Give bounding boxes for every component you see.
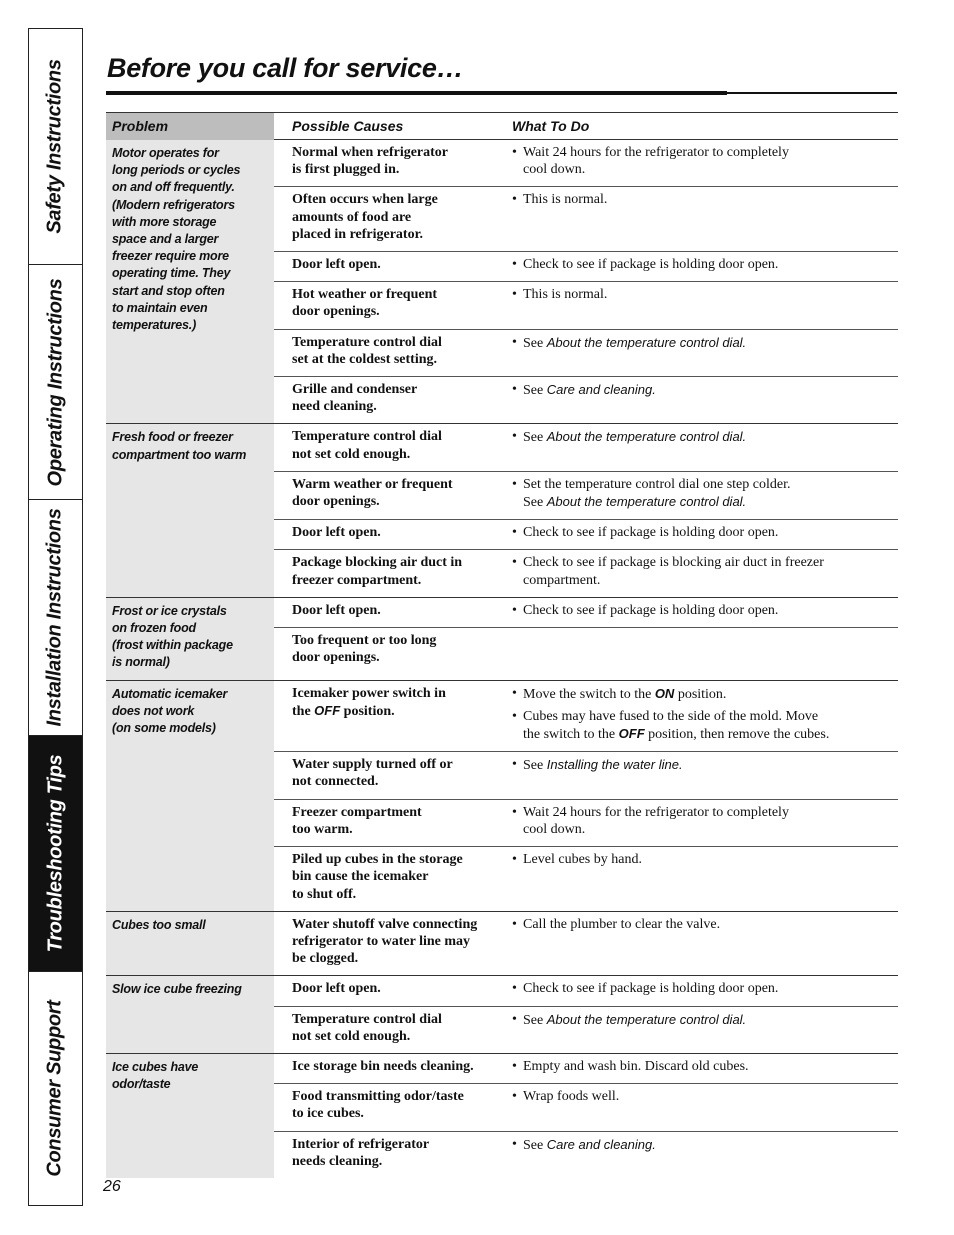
tab-label: Safety Instructions [44, 59, 66, 234]
section-reference[interactable]: About the temperature control dial. [546, 334, 747, 350]
bullet-item [512, 381, 894, 399]
bullet-text [523, 191, 607, 208]
text-line: Icemaker power switch in [292, 685, 446, 701]
bullet-icon: • [512, 981, 517, 997]
header-row [274, 112, 898, 140]
text-line: Door left open. [292, 981, 381, 997]
text-line: Check to see if package is holding door open. [523, 525, 779, 541]
bullet-item [512, 708, 894, 743]
bullet-item [512, 756, 894, 774]
what-to-do [503, 598, 898, 627]
what-to-do [503, 424, 898, 470]
bullet-text [523, 524, 778, 541]
bullet-text [523, 1136, 656, 1154]
text-line: the switch to the [523, 727, 619, 743]
bullet-icon: • [512, 916, 517, 932]
bullet-icon: • [512, 1011, 517, 1027]
text-line: See [523, 1137, 547, 1153]
text-line: Cubes may have fused to the side of the mold. Move [523, 708, 819, 724]
text-line: Cubes too small [112, 917, 206, 932]
possible-cause [274, 252, 503, 281]
possible-cause [274, 520, 503, 549]
what-to-do [503, 1084, 898, 1130]
text-line: on frozen food [112, 621, 196, 636]
table-row [274, 1131, 898, 1178]
text-line: operating time. They [112, 266, 231, 281]
bullet-icon: • [512, 145, 517, 160]
text-line: Set the temperature control dial one step colder. [523, 476, 791, 492]
text-line: See [523, 335, 547, 351]
table-row [274, 281, 898, 328]
text-line: Piled up cubes in the storage [292, 852, 463, 868]
text-line: freezer require more [112, 249, 229, 264]
problem-cell [106, 597, 274, 680]
text-line: door openings. [292, 650, 380, 666]
text-line: set at the coldest setting. [292, 351, 438, 367]
table-row [274, 549, 898, 596]
page-number: 26 [103, 1178, 121, 1195]
problem-group [274, 975, 898, 1053]
title-rule-thin [727, 92, 897, 94]
troubleshooting-table [106, 112, 898, 1178]
bullet-text [523, 554, 824, 588]
text-line: Warm weather or frequent [292, 476, 453, 492]
bullet-text [523, 804, 789, 838]
header-possible-causes: Possible Causes [292, 118, 404, 134]
bullet-icon: • [512, 334, 517, 350]
problem-group [274, 680, 898, 911]
bullet-icon: • [512, 476, 517, 492]
bullet-text [523, 602, 778, 619]
what-to-do [503, 912, 898, 976]
table-row [274, 912, 898, 976]
section-reference[interactable]: About the temperature control dial. [546, 429, 747, 445]
bullet-item [512, 980, 894, 997]
bullet-icon: • [512, 852, 517, 868]
table-row [274, 140, 898, 186]
table-row [274, 424, 898, 470]
table-row [274, 1006, 898, 1053]
text-line: need cleaning. [292, 399, 377, 415]
possible-cause [274, 800, 503, 846]
bullet-text [523, 685, 726, 703]
possible-cause [274, 598, 503, 627]
text-line: Often occurs when large [292, 192, 438, 208]
possible-cause [274, 377, 503, 423]
text-line: Water shutoff valve connecting [292, 916, 478, 932]
bullet-item [512, 1088, 894, 1105]
text-line: is first plugged in. [292, 162, 400, 178]
text-line: does not work [112, 703, 195, 718]
text-line: long periods or cycles [112, 163, 241, 178]
text-line: Freezer compartment [292, 804, 422, 820]
table-row [274, 846, 898, 911]
table-row [274, 186, 898, 251]
text-line: Move the switch to the [523, 686, 655, 702]
table-row [274, 627, 898, 674]
text-line: too warm. [292, 821, 353, 837]
text-line: Check to see if package is holding door open. [523, 257, 779, 273]
bullet-item [512, 334, 894, 352]
section-reference[interactable]: Care and cleaning. [546, 382, 656, 398]
bullet-item [512, 685, 894, 703]
what-to-do [503, 472, 898, 519]
bullet-text [523, 381, 656, 399]
text-line: (Modern refrigerators [112, 197, 235, 212]
text-line: See [523, 758, 547, 774]
bullet-text [523, 476, 790, 511]
problem-cell [106, 975, 274, 1053]
possible-cause [274, 330, 503, 376]
bullet-text [523, 1058, 749, 1075]
text-line: start and stop often [112, 283, 225, 298]
text-line: bin cause the icemaker [292, 869, 429, 885]
bullet-text [523, 334, 746, 352]
page-title: Before you call for service… [107, 53, 464, 83]
text-line: door openings. [292, 494, 380, 510]
possible-cause [274, 1132, 503, 1178]
what-to-do [503, 520, 898, 549]
text-line: Ice cubes have [112, 1059, 199, 1074]
possible-cause [274, 1007, 503, 1053]
table-row [274, 519, 898, 549]
bullet-item [512, 524, 894, 541]
text-line: Check to see if package is holding door open. [523, 981, 779, 997]
bullet-icon: • [512, 1089, 517, 1105]
text-line: position. [340, 703, 395, 719]
section-tabs [28, 28, 83, 1206]
header-what-to-do: What To Do [512, 118, 590, 134]
text-line: Door left open. [292, 602, 381, 618]
text-line: space and a larger [112, 232, 219, 247]
table-row [274, 251, 898, 281]
text-line: on and off frequently. [112, 180, 235, 195]
tab-operating-instructions[interactable] [29, 265, 82, 500]
text-line: Temperature control dial [292, 334, 442, 350]
bullet-text [523, 144, 789, 178]
tab-label: Consumer Support [44, 999, 67, 1177]
text-line: not set cold enough. [292, 1028, 411, 1044]
possible-cause [274, 282, 503, 328]
text-line: the [292, 703, 315, 719]
text-line: to maintain even [112, 300, 208, 315]
bullet-icon: • [512, 287, 517, 303]
possible-cause [274, 472, 503, 519]
what-to-do [503, 752, 898, 798]
switch-position-label: ON [654, 685, 675, 701]
table-row [274, 471, 898, 519]
bullet-item [512, 804, 894, 838]
text-line: See [523, 1012, 547, 1028]
problem-group [274, 1053, 898, 1178]
bullet-text [523, 256, 778, 273]
bullet-icon: • [512, 708, 517, 724]
text-line: This is normal. [523, 287, 608, 303]
text-line: This is normal. [523, 192, 608, 208]
bullet-icon: • [512, 192, 517, 208]
what-to-do [503, 187, 898, 251]
text-line: Door left open. [292, 257, 381, 273]
what-to-do [503, 330, 898, 376]
bullet-item [512, 428, 894, 446]
text-line: temperatures.) [112, 318, 197, 333]
text-line: Level cubes by hand. [523, 852, 642, 868]
problem-group [274, 423, 898, 596]
tab-label: Installation Instructions [44, 508, 67, 727]
possible-cause [274, 550, 503, 596]
problem-group [274, 140, 898, 423]
bullet-text [523, 708, 829, 743]
text-line: Interior of refrigerator [292, 1136, 430, 1152]
text-line: Call the plumber to clear the valve. [523, 916, 721, 932]
title-rule [106, 91, 727, 95]
bullet-item [512, 476, 894, 511]
text-line: Wrap foods well. [523, 1089, 620, 1105]
bullet-item [512, 851, 894, 868]
text-line: Wait 24 hours for the refrigerator to completely [523, 804, 789, 820]
bullet-icon: • [512, 685, 517, 701]
text-line: is normal) [112, 655, 170, 670]
problem-cell [106, 911, 274, 976]
bullet-icon: • [512, 382, 517, 398]
text-line: Food transmitting odor/taste [292, 1089, 464, 1105]
text-line: cool down. [523, 821, 586, 837]
bullet-text [523, 980, 778, 997]
problem-group [274, 911, 898, 976]
text-line: See [523, 495, 547, 511]
bullet-text [523, 916, 720, 933]
bullet-item [512, 144, 894, 178]
what-to-do [503, 681, 898, 752]
text-line: Water supply turned off or [292, 757, 453, 773]
text-line: be clogged. [292, 951, 359, 967]
text-line: placed in refrigerator. [292, 226, 424, 242]
problem-cell [106, 1053, 274, 1178]
problem-group [274, 597, 898, 680]
possible-cause [274, 752, 503, 798]
section-reference[interactable]: About the temperature control dial. [546, 494, 747, 510]
bullet-item [512, 286, 894, 303]
text-line: Automatic icemaker [112, 686, 228, 701]
what-to-do [503, 140, 898, 186]
possible-cause [274, 976, 503, 1005]
possible-cause [274, 187, 503, 251]
text-line: Normal when refrigerator [292, 145, 449, 160]
bullet-item [512, 554, 894, 588]
text-line: Door left open. [292, 525, 381, 541]
text-line: Too frequent or too long [292, 633, 437, 649]
text-line: freezer compartment. [292, 572, 422, 588]
bullet-icon: • [512, 602, 517, 618]
what-to-do [503, 976, 898, 1005]
possible-cause [274, 140, 503, 186]
what-to-do [503, 847, 898, 911]
tab-installation-instructions[interactable] [29, 500, 82, 736]
table-row [274, 976, 898, 1005]
bullet-item [512, 191, 894, 208]
text-line: Wait 24 hours for the refrigerator to completely [523, 145, 789, 160]
text-line: Fresh food or freezer [112, 430, 233, 445]
what-to-do [503, 282, 898, 328]
bullet-icon: • [512, 525, 517, 541]
switch-position-label: OFF [314, 702, 341, 718]
bullet-text [523, 286, 607, 303]
text-line: not set cold enough. [292, 446, 411, 462]
tab-label: Operating Instructions [44, 278, 66, 486]
possible-cause [274, 1084, 503, 1130]
table-row [274, 799, 898, 846]
text-line: cool down. [523, 162, 586, 178]
bullet-text [523, 756, 683, 774]
text-line: Ice storage bin needs cleaning. [292, 1058, 474, 1074]
what-to-do [503, 1007, 898, 1053]
bullet-text [523, 1088, 619, 1105]
text-line: Hot weather or frequent [292, 287, 438, 303]
tab-troubleshooting-tips[interactable] [29, 736, 82, 972]
problem-cell [106, 140, 274, 423]
bullet-icon: • [512, 1058, 517, 1074]
text-line: Slow ice cube freezing [112, 982, 242, 997]
text-line: (on some models) [112, 721, 216, 736]
bullet-icon: • [512, 257, 517, 273]
header-problem: Problem [106, 112, 274, 140]
bullet-icon: • [512, 555, 517, 571]
what-to-do [503, 1054, 898, 1083]
table-row [274, 329, 898, 376]
section-reference[interactable]: Installing the water line. [546, 757, 683, 773]
tab-label: Troubleshooting Tips [44, 754, 67, 953]
bullet-item [512, 1011, 894, 1029]
switch-position-label: OFF [618, 726, 645, 742]
bullet-text [523, 1011, 746, 1029]
possible-cause [274, 424, 503, 470]
tab-consumer-support[interactable] [29, 972, 82, 1204]
possible-cause [274, 912, 503, 976]
possible-cause [274, 681, 503, 752]
text-line: Empty and wash bin. Discard old cubes. [523, 1058, 749, 1074]
text-line: Grille and condenser [292, 382, 418, 398]
bullet-icon: • [512, 429, 517, 445]
bullet-text [523, 851, 642, 868]
text-line: See [523, 430, 547, 446]
text-line: compartment. [523, 572, 601, 588]
bullet-item [512, 1136, 894, 1154]
text-line: See [523, 383, 547, 399]
text-line: Check to see if package is blocking air duct in freezer [523, 555, 824, 571]
text-line: compartment too warm [112, 447, 247, 462]
what-to-do [503, 252, 898, 281]
text-line: position. [674, 686, 727, 702]
text-line: door openings. [292, 304, 380, 320]
text-line: to shut off. [292, 886, 357, 902]
text-line: position, then remove the cubes. [644, 727, 830, 743]
bullet-item [512, 916, 894, 933]
table-row [274, 1083, 898, 1130]
text-line: Temperature control dial [292, 429, 442, 445]
bullet-text [523, 428, 746, 446]
what-to-do [503, 1132, 898, 1178]
text-line: Package blocking air duct in [292, 555, 463, 571]
bullet-icon: • [512, 804, 517, 820]
text-line: refrigerator to water line may [292, 933, 471, 949]
text-line: amounts of food are [292, 209, 412, 225]
bullet-item [512, 602, 894, 619]
problem-cell [106, 423, 274, 596]
text-line: not connected. [292, 774, 379, 790]
bullet-icon: • [512, 757, 517, 773]
text-line: (frost within package [112, 638, 233, 653]
text-line: Frost or ice crystals [112, 603, 227, 618]
problem-cell [106, 680, 274, 911]
tab-safety-instructions[interactable] [29, 29, 82, 265]
text-line: Temperature control dial [292, 1011, 442, 1027]
possible-cause [274, 847, 503, 911]
section-reference[interactable]: About the temperature control dial. [546, 1011, 747, 1027]
table-row [274, 598, 898, 627]
possible-cause [274, 628, 503, 674]
section-reference[interactable]: Care and cleaning. [546, 1136, 656, 1152]
table-row [274, 1054, 898, 1083]
table-row [274, 751, 898, 798]
what-to-do [503, 550, 898, 596]
table-row [274, 681, 898, 752]
table-row [274, 376, 898, 423]
text-line: Motor operates for [112, 146, 219, 160]
bullet-item [512, 256, 894, 273]
bullet-icon: • [512, 1136, 517, 1152]
what-to-do [503, 800, 898, 846]
what-to-do [503, 377, 898, 423]
text-line: needs cleaning. [292, 1153, 383, 1169]
text-line: odor/taste [112, 1077, 171, 1092]
text-line: to ice cubes. [292, 1106, 364, 1122]
text-line: Check to see if package is holding door open. [523, 602, 779, 618]
bullet-item [512, 1058, 894, 1075]
text-line: with more storage [112, 214, 217, 229]
possible-cause [274, 1054, 503, 1083]
what-to-do [503, 628, 898, 674]
